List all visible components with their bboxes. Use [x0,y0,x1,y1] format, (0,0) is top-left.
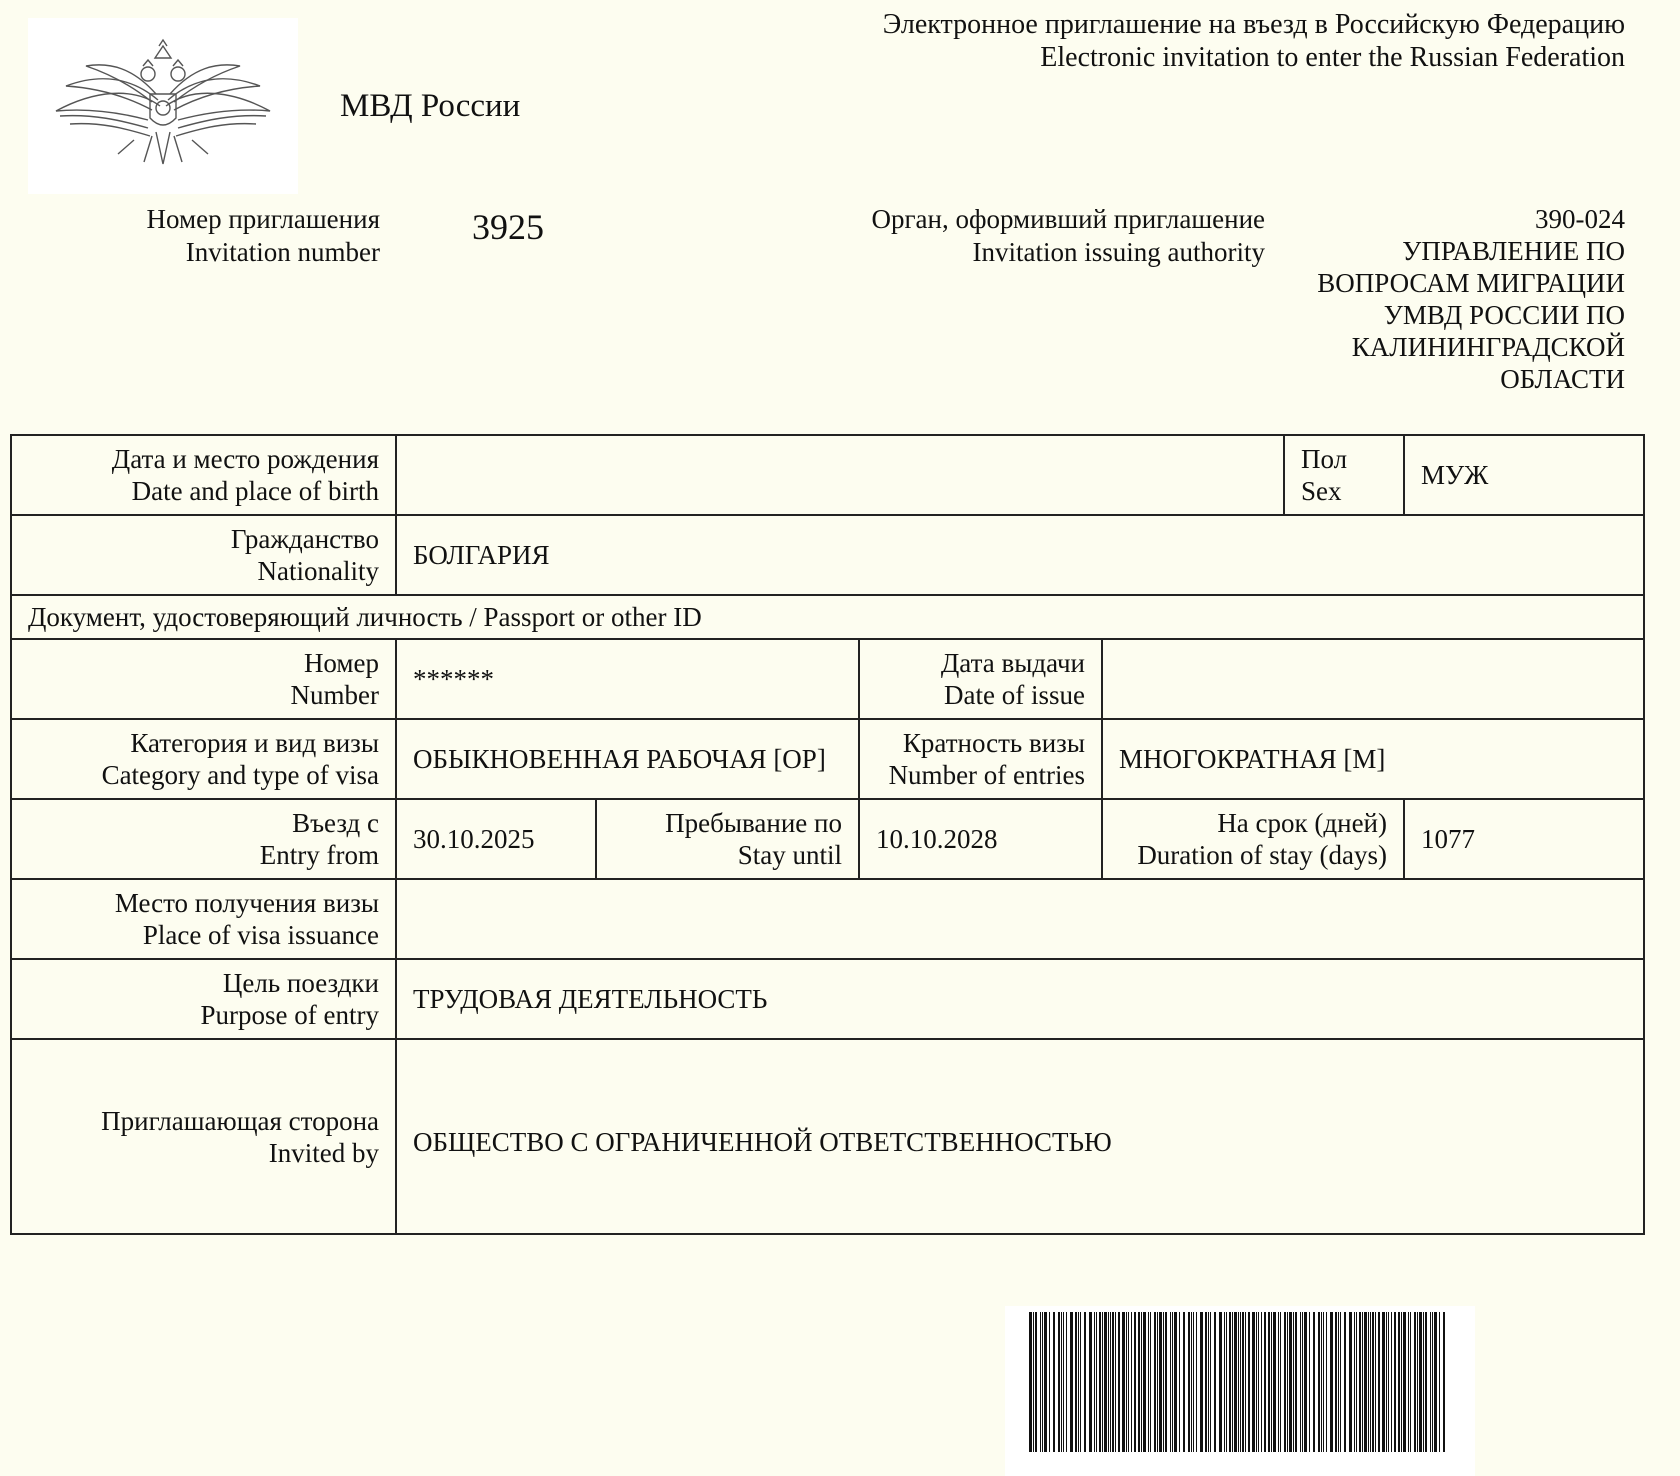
issue-date-value [1102,639,1644,719]
barcode-bar [1419,1312,1422,1452]
nationality-label-en: Nationality [257,556,379,586]
ministry-name: МВД России [340,88,521,124]
barcode-bar [1099,1312,1101,1452]
inviting-party-label-ru: Приглашающая сторона [101,1105,379,1136]
barcode-bar [1414,1312,1416,1452]
invitation-details-table [10,434,1645,1235]
birth-label-en: Date and place of birth [131,476,379,506]
barcode-bar [1340,1312,1341,1452]
entry-from-label-ru: Въезд с [292,808,379,838]
barcode-bar [1284,1312,1286,1452]
barcode-bar [1033,1312,1034,1452]
barcode-bar [1252,1312,1255,1452]
table-row-purpose [11,959,1644,1039]
barcode-bar [1234,1312,1237,1452]
issuing-authority-label-en: Invitation issuing authority [972,237,1265,267]
issuing-authority-label [800,203,1265,269]
barcode-bar [1439,1312,1440,1452]
barcode-bar [1042,1312,1043,1452]
visa-category-label [11,719,396,799]
barcode-bar [1172,1312,1173,1452]
issuance-place-value [396,879,1644,959]
barcode-bar [1408,1312,1409,1452]
purpose-label-en: Purpose of entry [200,1000,379,1030]
barcode-bar [1423,1312,1424,1452]
barcode-bar [1035,1312,1037,1452]
barcode-bar [1122,1312,1125,1452]
barcode-bar [1089,1312,1092,1452]
barcode-bar [1157,1312,1158,1452]
barcode-bar [1134,1312,1136,1452]
barcode-bar [1084,1312,1086,1452]
barcode-bar [1200,1312,1203,1452]
authority-name-line: ОБЛАСТИ [1500,364,1625,394]
barcode-bar [1264,1312,1266,1452]
barcode-bar [1280,1312,1281,1452]
barcode-bar [1295,1312,1297,1452]
barcode-bar [1165,1312,1167,1452]
visa-category-label-en: Category and type of visa [101,760,379,790]
barcode-bar [1359,1312,1361,1452]
barcode-bar [1372,1312,1374,1452]
barcode-bar [1362,1312,1363,1452]
barcode-bar [1240,1312,1241,1452]
barcode-bar [1214,1312,1216,1452]
barcode-bar [1188,1312,1190,1452]
sex-label [1284,435,1404,515]
barcode-bar [1443,1312,1445,1452]
barcode-bar [1293,1312,1294,1452]
authority-name-line: УПРАВЛЕНИЕ ПО [1402,236,1625,266]
barcode-bar [1335,1312,1337,1452]
doc-number-label-ru: Номер [303,648,379,678]
barcode-bar [1102,1312,1103,1452]
barcode-bar [1398,1312,1400,1452]
barcode-bar [1029,1312,1032,1452]
barcode-bar [1094,1312,1095,1452]
barcode-bar [1063,1312,1064,1452]
nationality-label-ru: Гражданство [230,524,379,554]
barcode-bar [1219,1312,1222,1452]
barcode-bar [1128,1312,1129,1452]
entries-label-ru: Кратность визы [902,728,1085,758]
visa-category-value: ОБЫКНОВЕННАЯ РАБОЧАЯ [ОР] [396,719,859,799]
barcode-bar [1208,1312,1209,1452]
barcode-bar [1138,1312,1140,1452]
barcode-bar [1330,1312,1333,1452]
issue-date-label-en: Date of issue [944,680,1085,710]
barcode-bar [1278,1312,1279,1452]
duration-label-ru: На срок (дней) [1217,808,1387,838]
issuing-authority-value [1317,203,1625,395]
barcode-bar [1356,1312,1357,1452]
barcode-bar [1148,1312,1149,1452]
invitation-number-label-ru: Номер приглашения [146,204,380,234]
barcode-bar [1110,1312,1111,1452]
table-row-inviting-party [11,1039,1644,1234]
title-ru: Электронное приглашение на въезд в Российскую Федерацию [882,9,1625,40]
barcode-bar [1364,1312,1367,1452]
issue-date-label-ru: Дата выдачи [940,648,1085,678]
duration-label-en: Duration of stay (days) [1137,840,1387,870]
barcode-bar [1300,1312,1301,1452]
birth-label [11,435,396,515]
barcode-bar [1302,1312,1303,1452]
entries-value: МНОГОКРАТНАЯ [М] [1102,719,1644,799]
purpose-label-ru: Цель поездки [222,968,379,998]
barcode-bar [1238,1312,1239,1452]
barcode-bar [1066,1312,1067,1452]
barcode-bar [1070,1312,1073,1452]
inviting-party-label-en: Invited by [268,1137,379,1168]
barcode-bar [1245,1312,1246,1452]
barcode-bar [1232,1312,1233,1452]
barcode-bar [1430,1312,1431,1452]
table-row-nationality [11,515,1644,595]
barcode-bar [1354,1312,1355,1452]
visa-category-label-ru: Категория и вид визы [130,728,379,758]
barcode-bar [1289,1312,1292,1452]
barcode-bar [1410,1312,1411,1452]
entry-from-label [11,799,396,879]
barcode-bar [1118,1312,1120,1452]
barcode-bar [1229,1312,1231,1452]
barcode-bar [1388,1312,1389,1452]
authority-name-line: УМВД РОССИИ ПО [1383,300,1625,330]
barcode-bar [1159,1312,1162,1452]
barcode-bar [1382,1312,1385,1452]
barcode-bar [1196,1312,1197,1452]
barcode-bar [1344,1312,1346,1452]
barcode-bar [1183,1312,1185,1452]
entry-from-value: 30.10.2025 [396,799,596,879]
barcode-bar [1224,1312,1225,1452]
barcode-bar [1261,1312,1262,1452]
document-section-header: Документ, удостоверяющий личность / Passport or other ID [11,595,1644,639]
doc-number-label-en: Number [290,680,379,710]
barcode-bar [1205,1312,1207,1452]
table-row-birth [11,435,1644,515]
issuing-authority-label-ru: Орган, оформивший приглашение [871,204,1265,234]
invitation-number-label-en: Invitation number [185,237,380,267]
doc-number-label [11,639,396,719]
barcode-bar [1375,1312,1376,1452]
table-row-document-number [11,639,1644,719]
entries-label [859,719,1102,799]
barcode-bar [1115,1312,1116,1452]
barcode-bar [1432,1312,1433,1452]
stay-until-label-ru: Пребывание по [665,808,842,838]
barcode-bar [1370,1312,1371,1452]
issue-date-label [859,639,1102,719]
barcode-bar [1248,1312,1250,1452]
barcode-bar [1104,1312,1107,1452]
birth-value [396,435,1284,515]
barcode-bar [1193,1312,1194,1452]
authority-code: 390-024 [1535,204,1625,234]
stay-until-label [596,799,859,879]
barcode-bar [1349,1312,1352,1452]
invitation-number: 3925 [472,207,544,247]
title-en: Electronic invitation to enter the Russian Federation [1040,42,1625,73]
barcode-bar [1141,1312,1142,1452]
barcode-bar [1061,1312,1062,1452]
barcode-bar [1080,1312,1081,1452]
barcode-bar [1058,1312,1060,1452]
barcode-bar [1112,1312,1114,1452]
stay-until-label-en: Stay until [737,840,842,870]
inviting-party-label [11,1039,396,1234]
birth-label-ru: Дата и место рождения [111,444,379,474]
barcode-icon [1025,1312,1455,1462]
sex-label-en: Sex [1301,476,1342,506]
barcode-bar [1313,1312,1315,1452]
barcode-bar [1258,1312,1259,1452]
barcode-bar [1394,1312,1396,1452]
purpose-label [11,959,396,1039]
barcode-bar [1108,1312,1109,1452]
barcode-bar [1326,1312,1327,1452]
sex-value: МУЖ [1404,435,1644,515]
barcode-bar [1191,1312,1192,1452]
table-row-document-header [11,595,1644,639]
barcode-bar [1403,1312,1406,1452]
sex-label-ru: Пол [1301,444,1348,474]
issuance-place-label [11,879,396,959]
barcode-bar [1049,1312,1050,1452]
barcode-bar [1434,1312,1437,1452]
barcode-bar [1226,1312,1227,1452]
barcode-bar [1338,1312,1339,1452]
barcode [1005,1306,1475,1476]
nationality-value: БОЛГАРИЯ [396,515,1644,595]
barcode-bar [1273,1312,1276,1452]
barcode-bar [1078,1312,1079,1452]
barcode-bar [1256,1312,1257,1452]
barcode-bar [1210,1312,1211,1452]
authority-name-line: КАЛИНИНГРАДСКОЙ [1351,332,1625,362]
barcode-bar [1268,1312,1270,1452]
barcode-bar [1304,1312,1307,1452]
barcode-bar [1391,1312,1392,1452]
barcode-bar [1378,1312,1380,1452]
barcode-bar [1287,1312,1288,1452]
issuance-place-label-en: Place of visa issuance [142,920,379,950]
mvd-emblem [28,18,298,194]
barcode-bar [1386,1312,1387,1452]
table-row-visa-category [11,719,1644,799]
duration-label [1102,799,1404,879]
barcode-bar [1131,1312,1132,1452]
issuance-place-label-ru: Место получения визы [114,888,379,918]
purpose-value: ТРУДОВАЯ ДЕЯТЕЛЬНОСТЬ [396,959,1644,1039]
barcode-bar [1126,1312,1127,1452]
barcode-bar [1075,1312,1077,1452]
table-row-issuance-place [11,879,1644,959]
barcode-bar [1143,1312,1146,1452]
barcode-bar [1053,1312,1055,1452]
barcode-bar [1318,1312,1320,1452]
authority-name-line: ВОПРОСАМ МИГРАЦИИ [1317,268,1625,298]
barcode-bar [1170,1312,1171,1452]
double-headed-eagle-emblem-icon [48,36,278,176]
barcode-bar [1323,1312,1324,1452]
barcode-bar [1417,1312,1418,1452]
entries-label-en: Number of entries [888,760,1085,790]
duration-value: 1077 [1404,799,1644,879]
barcode-bar [1425,1312,1427,1452]
stay-until-value: 10.10.2028 [859,799,1102,879]
barcode-bar [1401,1312,1402,1452]
table-row-dates [11,799,1644,879]
invitation-number-label [60,203,380,269]
barcode-bar [1040,1312,1041,1452]
document-title [883,8,1625,74]
barcode-bar [1163,1312,1164,1452]
barcode-bar [1174,1312,1177,1452]
barcode-bar [1150,1312,1151,1452]
barcode-bar [1368,1312,1369,1452]
barcode-bar [1154,1312,1156,1452]
barcode-bar [1096,1312,1097,1452]
doc-number-value: ****** [396,639,859,719]
barcode-bar [1242,1312,1244,1452]
barcode-bar [1309,1312,1310,1452]
entry-from-label-en: Entry from [259,840,379,870]
barcode-bar [1044,1312,1047,1452]
inviting-party-value: ОБЩЕСТВО С ОГРАНИЧЕННОЙ ОТВЕТСТВЕННОСТЬЮ [396,1039,1644,1234]
nationality-label [11,515,396,595]
barcode-bar [1179,1312,1180,1452]
barcode-bar [1321,1312,1322,1452]
barcode-bar [1271,1312,1272,1452]
